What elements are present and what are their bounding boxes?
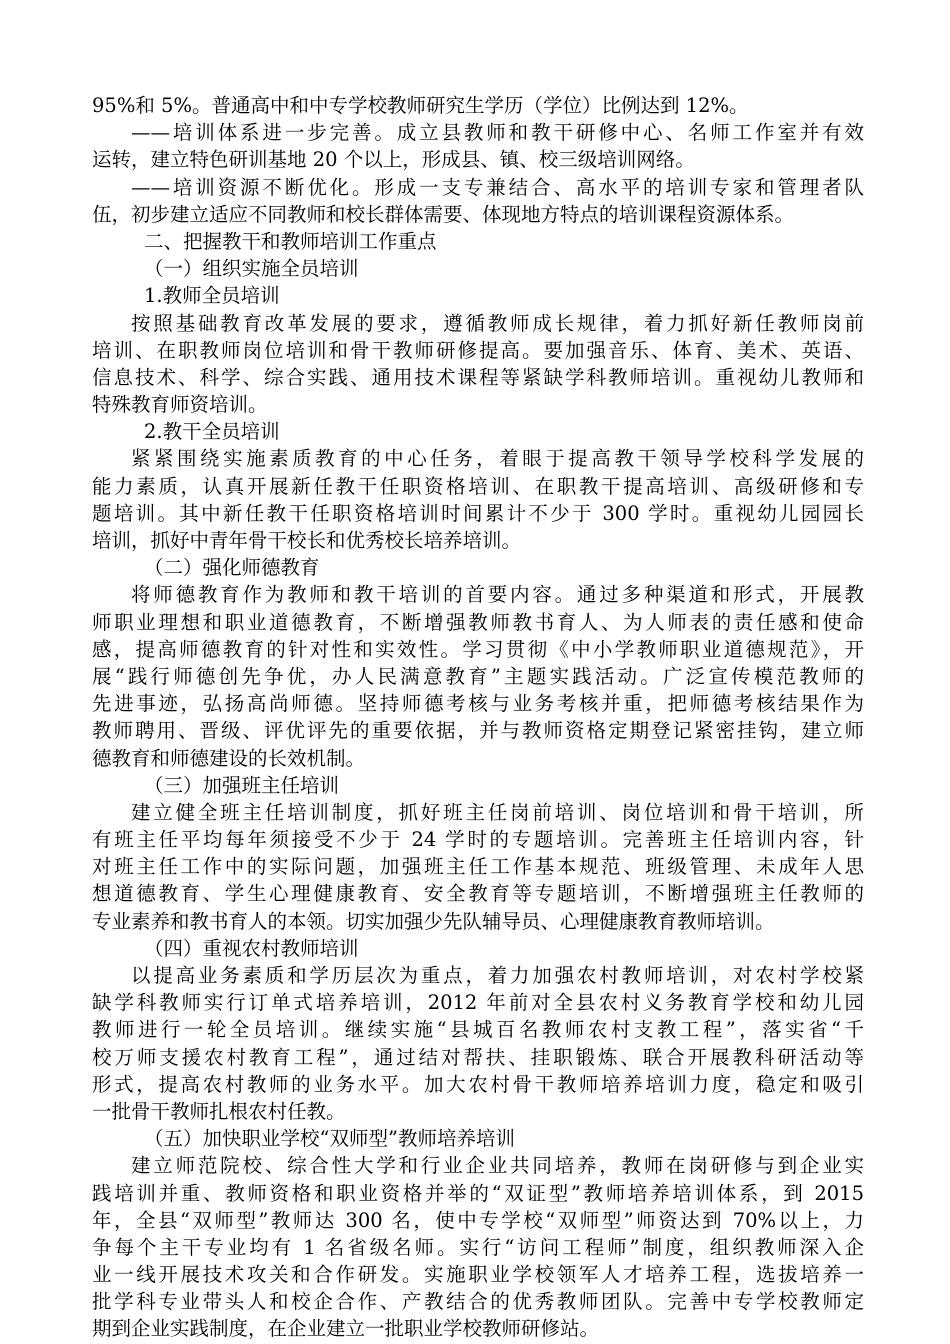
text-line: 95%和 5%。普通高中和中专学校教师研究生学历（学位）比例达到 12%。 [92, 94, 749, 117]
text-line: 业一线开展技术攻关和合作研发。实施职业学校领军人才培养工程，选拔培养一 [92, 1263, 864, 1287]
text-line: 1.教师全员培训 [144, 284, 280, 308]
text-line: 校万师支援农村教育工程”，通过结对帮扶、挂职锻炼、联合开展教科研活动等 [92, 1045, 864, 1069]
heading-h-sub-1 [92, 255, 864, 282]
paragraph-p-ethics [92, 581, 864, 771]
text-line: 教师聘用、晋级、评优评先的重要依据，并与教师资格定期登记紧密挂钩，建立师 [92, 719, 864, 743]
text-line: （五）加快职业学校“双师型”教师培养培训 [144, 1127, 515, 1151]
paragraph-p-training-resources [92, 174, 864, 228]
text-line: 题培训。其中新任教干任职资格培训时间累计不少于 300 学时。重视幼儿园园长 [92, 501, 864, 525]
paragraph-p-cont-1 [92, 92, 864, 119]
text-line: 培训、在职教师岗位培训和骨干教师研修提高。要加强音乐、体育、美术、英语、 [92, 338, 864, 362]
heading-h-sub-4 [92, 935, 864, 962]
text-line: 教师进行一轮全员培训。继续实施“县城百名教师农村支教工程”，落实省“千 [92, 1018, 864, 1042]
heading-h-sub-5 [92, 1125, 864, 1152]
heading-h-sub-2 [92, 554, 864, 581]
paragraph-p-cadre-training [92, 445, 864, 554]
text-line: 运转，建立特色研训基地 20 个以上，形成县、镇、校三级培训网络。 [92, 148, 695, 172]
text-line: 按照基础教育改革发展的要求，遵循教师成长规律，着力抓好新任教师岗前 [131, 311, 864, 335]
heading-h-item-2 [92, 418, 864, 445]
text-line: 能力素质，认真开展新任教干任职资格培训、在职教干提高培训、高级研修和专 [92, 474, 864, 498]
text-line: 想道德教育、学生心理健康教育、安全教育等专题培训，不断增强班主任教师的 [92, 882, 864, 906]
text-line: 建立健全班主任培训制度，抓好班主任岗前培训、岗位培训和骨干培训，所 [131, 800, 864, 824]
paragraph-p-vocational [92, 1152, 864, 1342]
heading-h-section-2 [92, 228, 864, 255]
text-line: ——培训资源不断优化。形成一支专兼结合、高水平的培训专家和管理者队 [131, 175, 864, 199]
text-line: 德教育和师德建设的长效机制。 [92, 746, 366, 770]
text-line: ——培训体系进一步完善。成立县教师和教干研修中心、名师工作室并有效 [131, 121, 864, 145]
text-line: （四）重视农村教师培训 [144, 936, 359, 960]
text-line: 感，提高师德教育的针对性和实效性。学习贯彻《中小学教师职业道德规范》，开 [92, 637, 864, 661]
text-line: （三）加强班主任培训 [144, 773, 340, 797]
text-line: 以提高业务素质和学历层次为重点，着力加强农村教师培训，对农村学校紧 [131, 964, 864, 987]
paragraph-p-rural [92, 962, 864, 1125]
text-line: 培训，抓好中青年骨干校长和优秀校长培养培训。 [92, 529, 522, 552]
text-line: 建立师范院校、综合性大学和行业企业共同培养，教师在岗研修与到企业实 [131, 1154, 864, 1178]
text-line: 年，全县“双师型”教师达 300 名，使中专学校“双师型”师资达到 70%以上，力 [92, 1208, 864, 1232]
text-line: 紧紧围绕实施素质教育的中心任务，着眼于提高教干领导学校科学发展的 [131, 447, 864, 471]
paragraph-p-class-teacher [92, 799, 864, 935]
text-line: 先进事迹，弘扬高尚师德。坚持师德考核与业务考核并重，把师德考核结果作为 [92, 692, 864, 716]
text-line: 践培训并重、教师资格和职业资格并举的“双证型”教师培养培训体系，到 2015 [92, 1181, 864, 1205]
text-line: 专业素养和教书育人的本领。切实加强少先队辅导员、心理健康教育教师培训。 [92, 909, 775, 933]
text-line: 伍，初步建立适应不同教师和校长群体需要、体现地方特点的培训课程资源体系。 [92, 202, 795, 226]
text-line: 2.教干全员培训 [144, 420, 280, 444]
text-line: 信息技术、科学、综合实践、通用技术课程等紧缺学科教师培训。重视幼儿教师和 [92, 365, 864, 389]
text-line: 对班主任工作中的实际问题，加强班主任工作基本规范、班级管理、未成年人思 [92, 855, 864, 879]
text-line: 争每个主干专业均有 1 名省级名师。实行“访问工程师”制度，组织教师深入企 [92, 1235, 864, 1259]
text-line: 形式，提高农村教师的业务水平。加大农村骨干教师培养培训力度，稳定和吸引 [92, 1072, 864, 1096]
text-line: 展“践行师德创先争优，办人民满意教育”主题实践活动。广泛宣传模范教师的 [92, 664, 864, 688]
heading-h-sub-3 [92, 772, 864, 799]
text-line: 缺学科教师实行订单式培养培训，2012 年前对全县农村义务教育学校和幼儿园 [92, 991, 864, 1015]
text-line: 一批骨干教师扎根农村任教。 [92, 1099, 346, 1123]
text-line: 有班主任平均每年须接受不少于 24 学时的专题培训。完善班主任培训内容，针 [92, 828, 864, 852]
document-body [92, 92, 864, 1343]
text-line: 师职业理想和职业道德教育，不断增强教师教书育人、为人师表的责任感和使命 [92, 610, 864, 634]
text-line: 特殊教育师资培训。 [92, 393, 268, 417]
text-line: （二）强化师德教育 [144, 556, 320, 580]
paragraph-p-training-system [92, 119, 864, 173]
text-line: 二、把握教干和教师培训工作重点 [144, 229, 437, 253]
text-line: 将师德教育作为教师和教干培训的首要内容。通过多种渠道和形式，开展教 [131, 583, 864, 607]
heading-h-item-1 [92, 282, 864, 309]
text-line: （一）组织实施全员培训 [144, 257, 359, 281]
text-line: 期到企业实践制度，在企业建立一批职业学校教师研修站。 [92, 1317, 600, 1341]
paragraph-p-teacher-training [92, 310, 864, 419]
text-line: 批学科专业带头人和校企合作、产教结合的优秀教师团队。完善中专学校教师定 [92, 1290, 864, 1314]
